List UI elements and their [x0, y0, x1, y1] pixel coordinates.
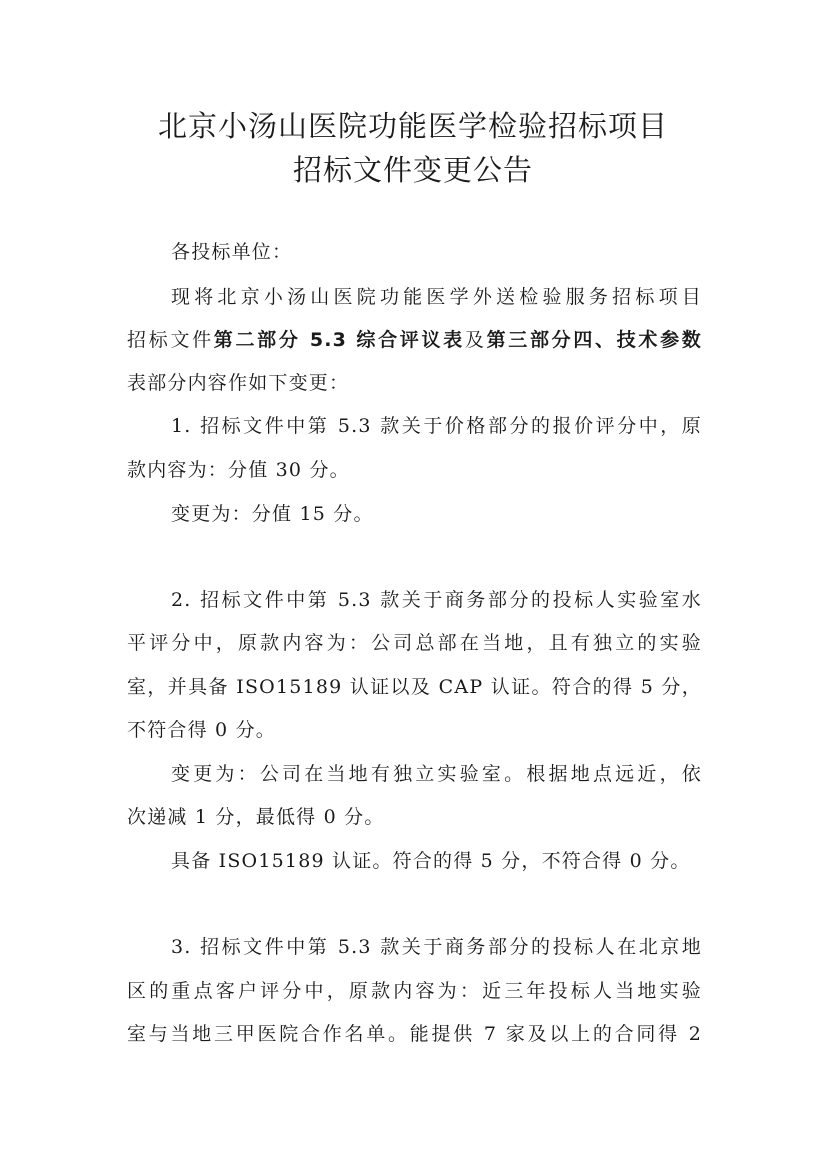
item2-line-2: 平评分中，原款内容为：公司总部在当地，且有独立的实验 [127, 632, 702, 654]
item1-line-2: 款内容为：分值 30 分。 [127, 459, 350, 481]
item3-line-2: 区的重点客户评分中，原款内容为：近三年投标人当地实验 [127, 980, 702, 1002]
intro-line-2 [127, 325, 702, 355]
intro-line-3: 表部分内容作如下变更： [127, 372, 350, 394]
salutation: 各投标单位： [171, 241, 293, 263]
document-title-line-2: 招标文件变更公告 [292, 153, 533, 187]
item2-line-3: 室，并具备 ISO15189 认证以及 CAP 认证。符合的得 5 分， [127, 676, 702, 698]
item1-line-1: 1. 招标文件中第 5.3 款关于价格部分的报价评分中，原 [171, 415, 702, 437]
intro-bold-section-1: 第二部分 5.3 综合评议表 [213, 329, 465, 351]
intro-text-a: 招标文件 [127, 329, 214, 351]
item2-line-5: 变更为：公司在当地有独立实验室。根据地点远近，依 [171, 763, 702, 785]
item2-line-6: 次递减 1 分，最低得 0 分。 [127, 806, 385, 828]
item2-line-7: 具备 ISO15189 认证。符合的得 5 分，不符合得 0 分。 [171, 850, 691, 872]
item2-line-1: 2. 招标文件中第 5.3 款关于商务部分的投标人实验室水 [171, 589, 702, 611]
item3-line-1: 3. 招标文件中第 5.3 款关于商务部分的投标人在北京地 [171, 936, 702, 958]
item3-line-3: 室与当地三甲医院合作名单。能提供 7 家及以上的合同得 2 [127, 1023, 702, 1045]
item2-line-4: 不符合得 0 分。 [127, 719, 276, 741]
document-title-line-1: 北京小汤山医院功能医学检验招标项目 [157, 109, 668, 143]
intro-line-1: 现将北京小汤山医院功能医学外送检验服务招标项目 [171, 286, 702, 308]
intro-bold-section-2: 第三部分四、技术参数 [486, 329, 702, 351]
item1-line-3: 变更为：分值 15 分。 [171, 503, 374, 525]
intro-text-c: 及 [464, 329, 487, 351]
